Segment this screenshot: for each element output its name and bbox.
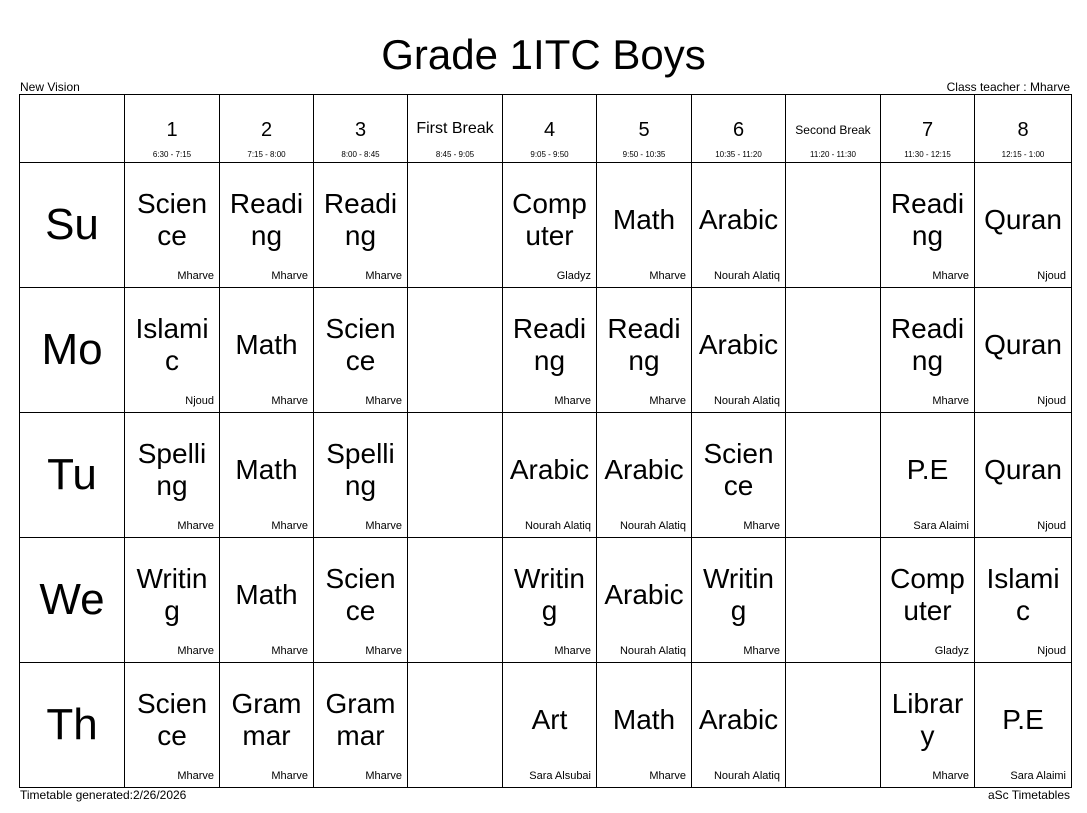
lesson-teacher: Mharve — [649, 770, 686, 782]
lesson-cell — [597, 663, 692, 788]
lesson-subject: Math — [235, 454, 298, 485]
break-cell — [408, 663, 503, 788]
lesson-teacher: Nourah Alatiq — [713, 770, 780, 782]
lesson-subject: Comp uter — [890, 563, 965, 626]
lesson-teacher: Mharve — [365, 645, 402, 657]
day-label: Su — [20, 163, 125, 288]
lesson-subject: Arabic — [509, 454, 590, 485]
lesson-subject: Scien ce — [325, 313, 396, 376]
lesson-subject: Gram mar — [231, 688, 302, 751]
lesson-subject: Writin g — [136, 563, 208, 626]
day-row — [20, 413, 1072, 538]
lesson-teacher: Mharve — [177, 770, 214, 782]
lesson-cell — [220, 413, 314, 538]
lesson-teacher: Nourah Alatiq — [619, 520, 686, 532]
lesson-subject: Math — [235, 579, 298, 610]
break-cell — [786, 413, 881, 538]
period-label: 4 — [543, 119, 556, 141]
lesson-cell — [125, 538, 220, 663]
lesson-subject: Librar y — [891, 688, 964, 751]
break-cell — [786, 163, 881, 288]
lesson-teacher: Mharve — [743, 520, 780, 532]
period-label: Second Break — [795, 123, 871, 137]
lesson-cell — [314, 663, 408, 788]
lesson-cell — [881, 663, 975, 788]
lesson-cell — [975, 538, 1072, 663]
day-label: We — [20, 538, 125, 663]
lesson-cell — [881, 163, 975, 288]
period-label: 1 — [166, 119, 178, 141]
period-header — [786, 95, 881, 163]
period-header — [125, 95, 220, 163]
period-header — [597, 95, 692, 163]
lesson-teacher: Nourah Alatiq — [713, 270, 780, 282]
lesson-subject: Art — [531, 704, 568, 735]
period-header — [503, 95, 597, 163]
lesson-teacher: Mharve — [932, 770, 969, 782]
lesson-teacher: Mharve — [932, 270, 969, 282]
lesson-teacher: Mharve — [177, 645, 214, 657]
lesson-cell — [125, 413, 220, 538]
break-cell — [786, 538, 881, 663]
lesson-cell — [220, 663, 314, 788]
period-header — [975, 95, 1072, 163]
lesson-teacher: Mharve — [271, 395, 308, 407]
lesson-cell — [125, 288, 220, 413]
lesson-subject: Arabic — [698, 704, 779, 735]
lesson-cell — [597, 163, 692, 288]
lesson-subject: Arabic — [604, 579, 684, 610]
lesson-cell — [220, 288, 314, 413]
lesson-teacher: Mharve — [177, 520, 214, 532]
lesson-teacher: Mharve — [365, 395, 402, 407]
corner-cell — [20, 95, 125, 163]
lesson-subject: Scien ce — [325, 563, 396, 626]
lesson-cell — [975, 663, 1072, 788]
lesson-subject: P.E — [1002, 704, 1044, 735]
period-time: 8:00 - 8:45 — [341, 150, 380, 159]
lesson-cell — [881, 413, 975, 538]
period-time: 11:20 - 11:30 — [810, 150, 856, 159]
lesson-subject: Gram mar — [325, 688, 396, 751]
lesson-subject: Readi ng — [890, 188, 965, 251]
lesson-teacher: Mharve — [554, 645, 591, 657]
lesson-cell — [220, 163, 314, 288]
lesson-subject: Writin g — [702, 563, 775, 626]
lesson-teacher: Njoud — [185, 395, 214, 407]
lesson-cell — [314, 413, 408, 538]
break-cell — [408, 538, 503, 663]
period-header-row — [20, 95, 1072, 163]
lesson-subject: Arabic — [698, 204, 779, 235]
lesson-teacher: Mharve — [365, 520, 402, 532]
lesson-teacher: Mharve — [271, 520, 308, 532]
lesson-teacher: Mharve — [271, 270, 308, 282]
lesson-cell — [125, 163, 220, 288]
lesson-teacher: Njoud — [1037, 270, 1066, 282]
lesson-teacher: Nourah Alatiq — [713, 395, 780, 407]
lesson-teacher: Gladyz — [556, 270, 591, 282]
period-header — [692, 95, 786, 163]
lesson-subject: Math — [612, 704, 676, 735]
lesson-cell — [975, 413, 1072, 538]
lesson-subject: Quran — [984, 454, 1062, 485]
lesson-cell — [881, 288, 975, 413]
period-time: 8:45 - 9:05 — [435, 150, 475, 159]
day-row — [20, 163, 1072, 288]
day-label: Tu — [20, 413, 125, 538]
lesson-cell — [125, 663, 220, 788]
lesson-cell — [597, 288, 692, 413]
timetable-grid — [19, 94, 1072, 788]
period-time: 9:50 - 10:35 — [622, 150, 666, 159]
lesson-subject: Scien ce — [136, 188, 208, 251]
lesson-cell — [975, 163, 1072, 288]
period-time: 6:30 - 7:15 — [152, 150, 192, 159]
lesson-teacher: Mharve — [554, 395, 591, 407]
break-cell — [786, 288, 881, 413]
period-label: 7 — [921, 119, 934, 141]
lesson-teacher: Gladyz — [934, 645, 969, 657]
day-label: Th — [20, 663, 125, 788]
lesson-subject: Writin g — [513, 563, 586, 626]
period-label: 2 — [260, 119, 273, 141]
lesson-cell — [314, 288, 408, 413]
lesson-teacher: Mharve — [649, 270, 686, 282]
lesson-cell — [597, 538, 692, 663]
day-row — [20, 288, 1072, 413]
lesson-subject: Scien ce — [703, 438, 774, 501]
lesson-teacher: Mharve — [743, 645, 780, 657]
lesson-teacher: Mharve — [365, 770, 402, 782]
period-label: 5 — [638, 119, 650, 141]
lesson-cell — [503, 663, 597, 788]
lesson-teacher: Njoud — [1037, 520, 1066, 532]
lesson-subject: Islami c — [135, 313, 209, 376]
day-row — [20, 538, 1072, 663]
lesson-cell — [692, 288, 786, 413]
period-time: 10:35 - 11:20 — [715, 150, 762, 159]
lesson-subject: Math — [235, 329, 298, 360]
lesson-teacher: Sara Alsubai — [529, 770, 591, 782]
lesson-teacher: Mharve — [365, 270, 402, 282]
period-time: 11:30 - 12:15 — [904, 150, 951, 159]
lesson-teacher: Mharve — [271, 645, 308, 657]
lesson-cell — [692, 413, 786, 538]
lesson-cell — [314, 163, 408, 288]
period-time: 12:15 - 1:00 — [1001, 150, 1045, 159]
period-label: 8 — [1017, 119, 1029, 141]
lesson-cell — [314, 538, 408, 663]
lesson-cell — [503, 538, 597, 663]
lesson-subject: Comp uter — [512, 188, 587, 251]
lesson-subject: Readi ng — [607, 313, 681, 376]
lesson-subject: Spelli ng — [326, 438, 395, 501]
lesson-subject: Math — [612, 204, 676, 235]
lesson-teacher: Mharve — [649, 395, 686, 407]
period-header — [314, 95, 408, 163]
lesson-subject: Readi ng — [323, 188, 398, 251]
lesson-teacher: Nourah Alatiq — [524, 520, 591, 532]
period-time: 9:05 - 9:50 — [530, 150, 569, 159]
lesson-cell — [503, 163, 597, 288]
break-cell — [408, 163, 503, 288]
lesson-subject: Arabic — [604, 454, 684, 485]
lesson-subject: Readi ng — [512, 313, 587, 376]
lesson-subject: Readi ng — [229, 188, 304, 251]
lesson-teacher: Nourah Alatiq — [619, 645, 686, 657]
lesson-cell — [975, 288, 1072, 413]
school-name: New Vision — [20, 80, 80, 94]
lesson-cell — [220, 538, 314, 663]
period-header — [220, 95, 314, 163]
break-cell — [408, 288, 503, 413]
period-header — [881, 95, 975, 163]
lesson-cell — [881, 538, 975, 663]
lesson-subject: Quran — [984, 204, 1062, 235]
day-label: Mo — [20, 288, 125, 413]
lesson-teacher: Mharve — [932, 395, 969, 407]
day-row — [20, 663, 1072, 788]
lesson-teacher: Njoud — [1037, 645, 1066, 657]
lesson-teacher: Sara Alaimi — [1010, 770, 1066, 782]
class-teacher: Class teacher : Mharve — [946, 80, 1070, 94]
lesson-subject: Quran — [984, 329, 1062, 360]
period-time: 7:15 - 8:00 — [247, 150, 286, 159]
lesson-cell — [503, 288, 597, 413]
period-header — [408, 95, 503, 163]
lesson-subject: Scien ce — [136, 688, 208, 751]
lesson-teacher: Njoud — [1037, 395, 1066, 407]
lesson-teacher: Mharve — [271, 770, 308, 782]
lesson-cell — [692, 663, 786, 788]
period-label: 6 — [732, 119, 745, 141]
lesson-teacher: Mharve — [177, 270, 214, 282]
lesson-cell — [503, 413, 597, 538]
period-label: First Break — [416, 120, 494, 137]
break-cell — [408, 413, 503, 538]
page-title: Grade 1ITC Boys — [381, 31, 706, 78]
lesson-subject: Readi ng — [890, 313, 965, 376]
brand-label: aSc Timetables — [987, 788, 1070, 802]
lesson-subject: Arabic — [698, 329, 779, 360]
period-label: 3 — [354, 119, 367, 141]
lesson-teacher: Sara Alaimi — [913, 520, 969, 532]
lesson-subject: Spelli ng — [137, 438, 207, 501]
lesson-subject: Islami c — [986, 563, 1060, 626]
lesson-cell — [597, 413, 692, 538]
lesson-cell — [692, 163, 786, 288]
generated-date: Timetable generated:2/26/2026 — [20, 788, 187, 802]
lesson-subject: P.E — [906, 454, 949, 485]
lesson-cell — [692, 538, 786, 663]
break-cell — [786, 663, 881, 788]
